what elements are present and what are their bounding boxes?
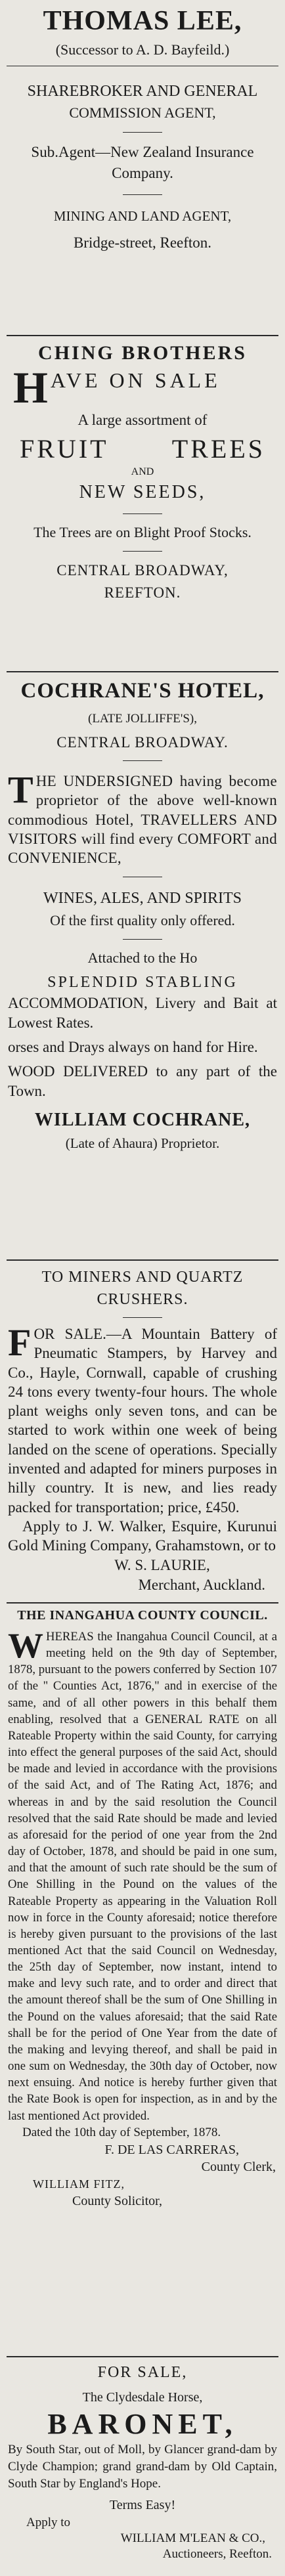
ad-signature: WILLIAM FITZ, bbox=[33, 2177, 125, 2191]
ad-address: CENTRAL BROADWAY, bbox=[56, 562, 229, 579]
ad-signature: WILLIAM M'LEAN & CO., bbox=[120, 2531, 265, 2545]
ad-body bbox=[0, 1321, 285, 1517]
ad-subtitle: (Successor to A. D. Bayfeild.) bbox=[55, 41, 230, 58]
ad-line: SPLENDID STABLING bbox=[47, 974, 238, 992]
divider bbox=[123, 194, 162, 195]
ad-line: WINES, ALES, AND SPIRITS bbox=[43, 890, 242, 907]
drop-cap: W bbox=[8, 1626, 43, 1665]
ad-divider bbox=[7, 671, 278, 672]
ad-signature-title: Auctioneers, Reefton. bbox=[162, 2547, 272, 2561]
ad-divider bbox=[7, 1602, 278, 1604]
ad-baronet bbox=[0, 2361, 285, 2562]
ad-signature: F. DE LAS CARRERAS, bbox=[104, 2142, 239, 2157]
body-text: HE UNDERSIGNED having become proprietor of the above well-known commodious Hotel, TRAVELLERS AND VISITORS will find every COMFORT and CONVENIENCE, bbox=[8, 773, 277, 867]
ad-title: THOMAS LEE, bbox=[43, 6, 242, 36]
ad-line: orses and Drays always on hand for Hire. bbox=[8, 1039, 258, 1056]
ad-signature: WILLIAM COCHRANE, bbox=[34, 1109, 251, 1130]
ad-name: BARONET, bbox=[47, 2408, 238, 2440]
ad-line: NEW SEEDS, bbox=[79, 482, 206, 502]
divider bbox=[123, 1317, 162, 1318]
body-text: HEREAS the Inangahua Council Council, at a meeting held on the 9th day of September, 1878, pursuant to the powers conferred by Section 107 of the " Counties Act, 1876," and in exercise of the same, and of all other powers in this behalf them enabling, resolved that a GENERAL RATE on all Rateable Property within the said County, for carrying into effect the general purposes of the said Act, should be made and levied in accordance with the provisions of the said Act, and of The Rating Act, 1876; and whereas in and by the said resolution the Council resolved that the said Rate should be made and levied as aforesaid for the period of one year from the 2nd day of October, 1878, and should be paid in one sum, and that the amount of such rate should be the sum of One Shilling in the Pound on the values of the Rateable Property as appearing in the Valuation Roll now in force in the County aforesaid; notice therefore is hereby given pursuant to the provisions of the last mentioned Act that the said Council on Wednesday, the 25th day of September, now instant, intend to make and levy such rate, and to order and direct that the amount thereof shall be the sum of One Shilling in the Pound on the values aforesaid; that the said Rate shall be for the period of One Year from the date of the making and levying thereof, and shall be paid in one sum on Wednesday, the 30th day of October, now next ensuing. And notice is hereby further given that the Rate Book is open for inspection, as in and by the last mentioned Act provided. bbox=[8, 1630, 277, 2123]
ad-line: SHAREBROKER AND GENERAL bbox=[27, 83, 258, 100]
ad-title: COCHRANE'S HOTEL, bbox=[20, 679, 265, 703]
ad-subtitle: (LATE JOLLIFFE'S), bbox=[88, 712, 197, 726]
ad-line: ACCOMMODATION, Livery and Bait at Lowest Rates. bbox=[8, 995, 277, 1031]
ad-line: The Trees are on Blight Proof Stocks. bbox=[33, 524, 252, 540]
ad-signature-title: (Late of Ahaura) Proprietor. bbox=[65, 1135, 220, 1151]
ad-signature-title: County Solicitor, bbox=[72, 2193, 162, 2208]
ad-signature: Merchant, Auckland. bbox=[138, 1576, 265, 1593]
divider bbox=[123, 551, 162, 552]
ad-title: THE INANGAHUA COUNTY COUNCIL. bbox=[17, 1608, 268, 1623]
ad-title: CHING BROTHERS bbox=[38, 342, 247, 364]
ad-signature-title: County Clerk, bbox=[201, 2159, 276, 2174]
body-text: OR SALE.—A Mountain Battery of Pneumatic Stampers, by Harvey and Co., Hayle, Cornwall, capable of crushing 24 tons every twenty-four hours. The whole plant weighs only seven tons, and can be started to work within one week of being landed on the scene of operations. Specially invented and adapted for miners purposes in hilly country. It is new, and lies ready packed for transportation; price, £450. bbox=[8, 1326, 277, 1516]
divider bbox=[123, 939, 162, 940]
ad-body: By South Star, out of Moll, by Glancer grand-dam by Clyde Champion; grand grand-dam by Old Captain, South Star by England's Hope. bbox=[8, 2443, 277, 2491]
divider bbox=[123, 132, 162, 133]
ad-line: AVE ON SALE bbox=[50, 368, 221, 392]
ad-thomas-lee bbox=[0, 0, 285, 254]
drop-cap: H bbox=[13, 362, 48, 412]
ad-line: MINING AND LAND AGENT, bbox=[53, 208, 232, 224]
ad-line: WOOD DELIVERED to any part of the Town. bbox=[8, 1063, 277, 1099]
ad-ching-brothers bbox=[0, 340, 285, 604]
ad-divider bbox=[7, 2356, 278, 2357]
ad-line: W. S. LAURIE, bbox=[114, 1556, 210, 1573]
drop-cap: F bbox=[8, 1321, 32, 1364]
ad-address: REEFTON. bbox=[104, 584, 181, 601]
ad-address: Bridge-street, Reefton. bbox=[73, 234, 212, 251]
ad-line: Company. bbox=[112, 165, 173, 181]
fruit-trees-line bbox=[0, 433, 285, 465]
ad-title: TO MINERS AND QUARTZ bbox=[41, 1269, 244, 1286]
divider bbox=[123, 513, 162, 514]
ad-line: AND bbox=[131, 466, 154, 477]
ad-word: TREES bbox=[171, 434, 265, 464]
ad-body bbox=[0, 362, 285, 412]
ad-miners-crushers bbox=[0, 1266, 285, 1595]
ad-body bbox=[0, 1628, 285, 2124]
ad-cochranes-hotel bbox=[0, 676, 285, 1153]
ad-subtitle: The Clydesdale Horse, bbox=[82, 2390, 203, 2405]
ad-line: COMMISSION AGENT, bbox=[69, 104, 216, 121]
ad-line: A large assortment of bbox=[77, 412, 208, 428]
ad-line: Attached to the Ho bbox=[87, 950, 198, 967]
ad-line: Terms Easy! bbox=[109, 2498, 176, 2512]
ad-title: CRUSHERS. bbox=[97, 1291, 188, 1308]
ad-line: Of the first quality only offered. bbox=[50, 912, 235, 929]
ad-body bbox=[0, 768, 285, 867]
ad-date: Dated the 10th day of September, 1878. bbox=[22, 2125, 221, 2139]
ad-line: Apply to bbox=[26, 2516, 71, 2529]
ad-line: Apply to J. W. Walker, Esquire, Kurunui Gold Mining Company, Grahamstown, or to bbox=[8, 1517, 277, 1554]
ad-divider bbox=[7, 1259, 278, 1261]
ad-divider bbox=[7, 335, 278, 336]
divider bbox=[123, 760, 162, 761]
drop-cap: T bbox=[8, 768, 33, 811]
ad-title: FOR SALE, bbox=[97, 2364, 188, 2381]
ad-county-council bbox=[0, 1606, 285, 2210]
ad-address: CENTRAL BROADWAY. bbox=[56, 734, 229, 751]
ad-line: Sub.Agent—New Zealand Insurance bbox=[31, 144, 254, 160]
ad-word: FRUIT bbox=[20, 434, 109, 464]
